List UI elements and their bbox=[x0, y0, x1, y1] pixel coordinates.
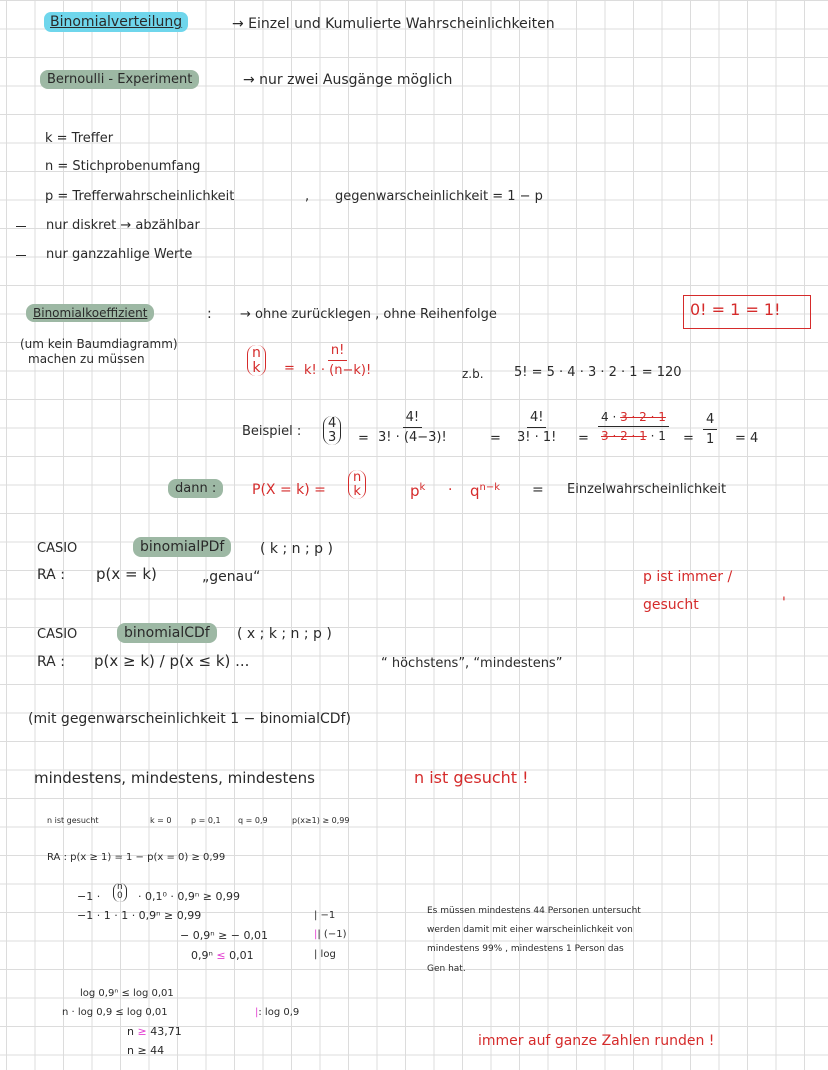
worked-l1: · 0,1⁰ · 0,9ⁿ ≥ 0,99 bbox=[138, 890, 240, 903]
koeffizient-note: → ohne zurücklegen , ohne Reihenfolge bbox=[240, 307, 497, 322]
cdf-expr: p(x ≥ k) / p(x ≤ k) ... bbox=[94, 652, 250, 670]
binom-formula: n k bbox=[348, 470, 366, 499]
worked-l3: − 0,9ⁿ ≥ − 0,01 bbox=[180, 929, 269, 942]
fraction-3-cancelled: $\frac{4 \cdot 3 \cdot 2 \cdot 1}{3 \cdot 2 \cdot 1 \cdot 1}$ bbox=[598, 410, 669, 443]
fraction-1: $\frac{4!}{3! \cdot (4-3)!}$ bbox=[378, 410, 447, 445]
answer-line-2: werden damit mit einer warscheinlichkeit von bbox=[427, 925, 633, 935]
def-bullet-2: nur ganzzahlige Werte bbox=[46, 247, 193, 262]
bullet-dash bbox=[16, 226, 26, 227]
given-q: q = 0,9 bbox=[238, 816, 268, 825]
def-k: k = Treffer bbox=[45, 131, 114, 146]
worked-l6-op: |: log 0,9 bbox=[255, 1007, 300, 1018]
cdf-quote: “ höchstens”, “mindestens” bbox=[381, 656, 563, 671]
koeffizient-colon: : bbox=[207, 306, 212, 322]
binom-n-0: n 0 bbox=[113, 883, 127, 902]
fraction-4: $\frac{4}{1}$ bbox=[703, 412, 717, 447]
given-n: n ist gesucht bbox=[47, 816, 99, 825]
side-note-2: machen zu müssen bbox=[28, 352, 145, 366]
casio-cdf-args: ( x ; k ; n ; p ) bbox=[237, 626, 332, 642]
page-title: Binomialverteilung bbox=[44, 15, 188, 29]
bernoulli-note: → nur zwei Ausgänge möglich bbox=[243, 72, 453, 88]
def-gegen: gegenwarscheinlichkeit = 1 − p bbox=[335, 189, 543, 204]
formula-q: $q^{n-k}$ bbox=[470, 482, 501, 500]
beispiel-label: Beispiel : bbox=[242, 424, 302, 439]
formula-meaning: Einzelwahrscheinlichkeit bbox=[567, 482, 727, 497]
binom-n-k: n k bbox=[247, 345, 266, 376]
def-n: n = Stichprobenumfang bbox=[45, 159, 201, 174]
worked-l4-op: | log bbox=[314, 949, 336, 960]
casio-brand: CASIO bbox=[37, 627, 78, 642]
dann-label: dann : bbox=[168, 482, 223, 495]
side-red-2: gesucht bbox=[643, 597, 699, 613]
given-p: p = 0,1 bbox=[191, 816, 221, 825]
worked-l3-op: || (−1) bbox=[314, 929, 347, 940]
casio-brand: CASIO bbox=[37, 541, 78, 556]
dot: · bbox=[448, 482, 453, 498]
def-sep: , bbox=[305, 189, 310, 204]
pdf-expr: p(x = k) bbox=[96, 565, 157, 583]
answer-line-4: Gen hat. bbox=[427, 964, 466, 974]
boxed-identity-text: 0! = 1 = 1! bbox=[690, 300, 781, 319]
worked-l8: n ≥ 44 bbox=[127, 1044, 165, 1057]
worked-l4: 0,9ⁿ ≤ 0,01 bbox=[191, 949, 254, 962]
formula-lhs: P(X = k) = bbox=[252, 482, 326, 498]
casio-pdf-func: binomialPDf bbox=[133, 540, 231, 554]
worked-l2-op: | −1 bbox=[314, 910, 336, 921]
bernoulli-label: Bernoulli - Experiment bbox=[40, 73, 199, 86]
side-note-1: (um kein Baumdiagramm) bbox=[20, 337, 178, 351]
def-bullet-1: nur diskret → abzählbar bbox=[46, 218, 200, 233]
ra-label: RA : bbox=[37, 654, 65, 670]
worked-ra: RA : p(x ≥ 1) = 1 − p(x = 0) ≥ 0,99 bbox=[47, 852, 226, 863]
casio-pdf-args: ( k ; n ; p ) bbox=[260, 541, 333, 557]
equals: = bbox=[683, 431, 694, 446]
equals: = bbox=[578, 431, 589, 446]
equals: = bbox=[284, 361, 295, 376]
worked-l6: n · log 0,9 ≤ log 0,01 bbox=[62, 1007, 168, 1018]
koeffizient-label: Binomialkoeffizient bbox=[26, 307, 154, 319]
gegen-note: (mit gegenwarscheinlichkeit 1 − binomialCDf) bbox=[28, 711, 351, 727]
worked-l2: −1 · 1 · 1 · 0,9ⁿ ≥ 0,99 bbox=[77, 909, 202, 922]
answer-line-1: Es müssen mindestens 44 Personen untersucht bbox=[427, 906, 641, 916]
given-k: k = 0 bbox=[150, 816, 172, 825]
binom-4-3: 4 3 bbox=[323, 416, 341, 445]
worked-l7: n ≥ 43,71 bbox=[127, 1025, 182, 1038]
casio-cdf-func: binomialCDf bbox=[117, 626, 217, 640]
equals: = bbox=[358, 431, 369, 446]
runden-note: immer auf ganze Zahlen runden ! bbox=[478, 1033, 715, 1049]
formula-p: $p^k$ bbox=[410, 482, 426, 500]
ra-label: RA : bbox=[37, 567, 65, 583]
mindestens-line: mindestens, mindestens, mindestens bbox=[34, 769, 315, 787]
worked-l5: log 0,9ⁿ ≤ log 0,01 bbox=[80, 988, 174, 999]
pdf-quote: „genau“ bbox=[202, 569, 261, 585]
worked-l1-pre: −1 · bbox=[77, 890, 101, 903]
equals: = bbox=[490, 431, 501, 446]
zb-label: z.b. bbox=[462, 367, 484, 381]
beispiel-result: = 4 bbox=[735, 431, 759, 446]
bullet-dash bbox=[16, 255, 26, 256]
given-condition: p(x≥1) ≥ 0,99 bbox=[292, 816, 350, 825]
title-note: → Einzel und Kumulierte Wahrscheinlichkeiten bbox=[232, 16, 555, 32]
def-p: p = Trefferwahrscheinlichkeit bbox=[45, 189, 235, 204]
equals: = bbox=[532, 482, 544, 498]
side-red-mark: ' bbox=[782, 595, 786, 611]
side-red-1: p ist immer / bbox=[643, 569, 733, 585]
fraction-2: $\frac{4!}{3! \cdot 1!}$ bbox=[517, 410, 557, 445]
factorial-example: 5! = 5 · 4 · 3 · 2 · 1 = 120 bbox=[514, 365, 682, 380]
binom-formula-fraction: $\frac{n!}{k! \cdot (n-k)!}$ bbox=[304, 343, 372, 378]
answer-line-3: mindestens 99% , mindestens 1 Person das bbox=[427, 944, 624, 954]
n-gesucht: n ist gesucht ! bbox=[414, 768, 529, 787]
